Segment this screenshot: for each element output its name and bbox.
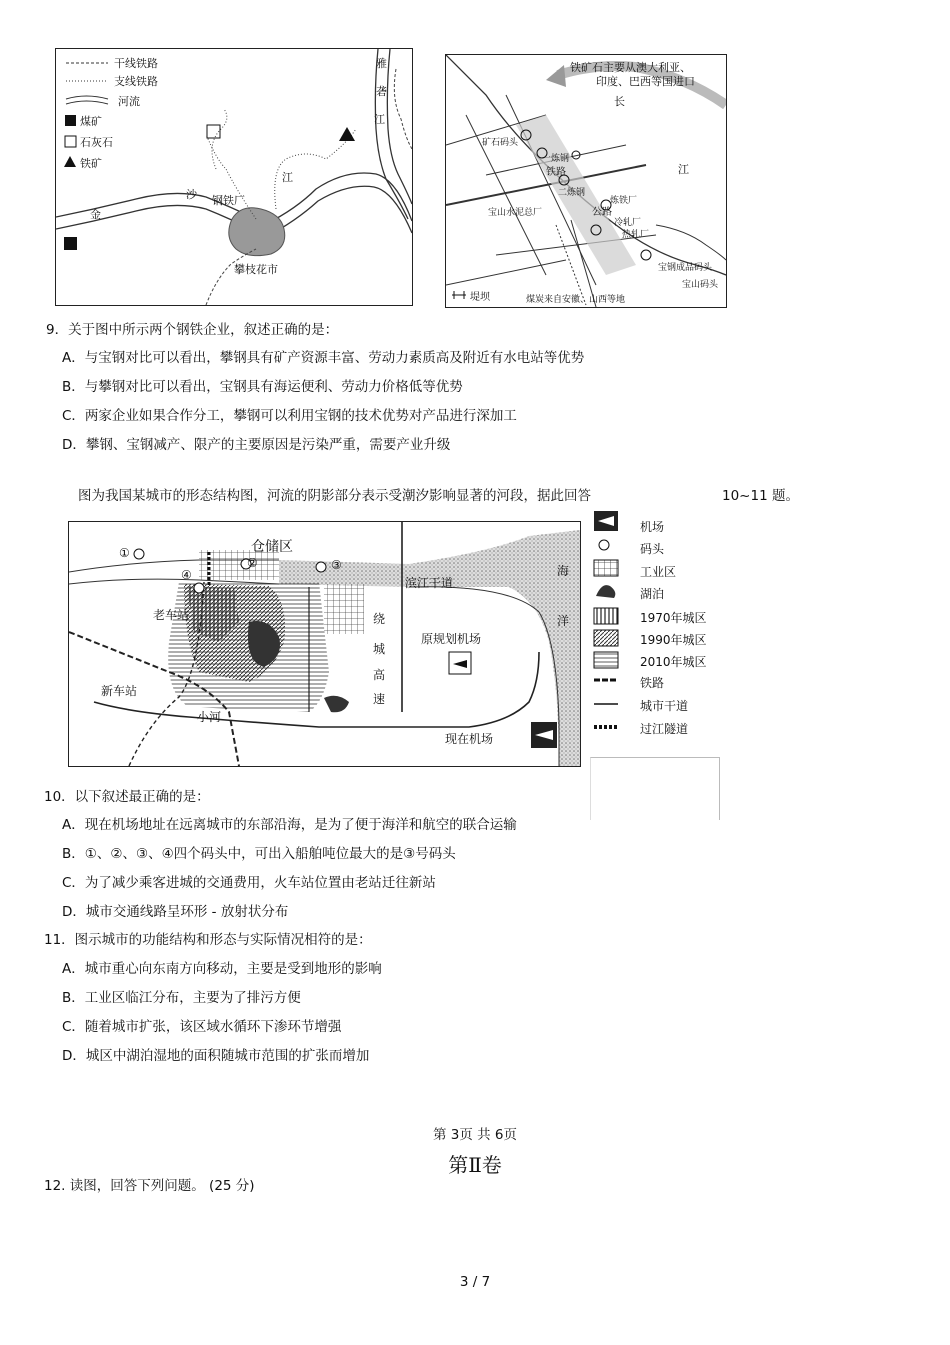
label-sha: 沙 xyxy=(186,188,197,201)
q10-option-c: C．为了减少乘客进城的交通费用，火车站位置由老站迁往新站 xyxy=(62,875,436,891)
q9-option-d: D．攀钢、宝钢减产、限产的主要原因是污染严重，需要产业升级 xyxy=(62,437,451,453)
baosteel-note-1: 铁矿石主要从澳大利亚、 xyxy=(570,61,691,74)
legend-symbols xyxy=(592,508,632,738)
q11-option-a: A．城市重心向东南方向移动，主要是受到地形的影响 xyxy=(62,961,382,977)
q11-stem: 11．图示城市的功能结构和形态与实际情况相符的是： xyxy=(44,932,372,948)
plant-steel-1: 一炼钢 xyxy=(542,154,570,164)
label-current-airport: 现在机场 xyxy=(445,732,494,746)
q10-stem: 10．以下叙述最正确的是： xyxy=(44,789,210,805)
page-number: 3 / 7 xyxy=(459,1274,491,1290)
label-jiang-baosteel: 江 xyxy=(678,163,689,176)
q12-stem: 12. 读图，回答下列问题。 (25 分) xyxy=(44,1178,255,1194)
q9-option-a: A．与宝钢对比可以看出，攀钢具有矿产资源丰富、劳动力素质高及附近有水电站等优势 xyxy=(62,350,585,366)
label-jin: 金 xyxy=(90,208,101,221)
plant-product-dock: 宝钢成品码头 xyxy=(658,263,713,273)
label-chang: 长 xyxy=(614,95,625,108)
map-panzhihua xyxy=(55,48,413,306)
plant-hot-rolling: 热轧厂 xyxy=(622,230,650,240)
label-city: 攀枝花市 xyxy=(234,263,278,276)
legend-arterial: 城市干道 xyxy=(640,699,689,713)
legend-2010: 2010年城区 xyxy=(640,655,707,669)
label-coal-source: 煤炭来自安徽、山西等地 xyxy=(526,295,626,305)
legend-frame-line xyxy=(590,757,720,820)
label-ya: 雅 xyxy=(376,57,387,70)
q9-stem: 9．关于图中所示两个钢铁企业，叙述正确的是： xyxy=(46,322,339,338)
label-sea-1: 海 xyxy=(557,564,570,578)
plant-steel-2: 二炼钢 xyxy=(558,188,586,198)
label-railway: 铁路 xyxy=(546,167,566,178)
legend-railway: 铁路 xyxy=(640,676,665,690)
legend-river: 河流 xyxy=(118,95,140,108)
intro-range: 10~11 题。 xyxy=(722,488,799,504)
dock-3: ③ xyxy=(331,558,342,572)
q10-option-b: B．①、②、③、④四个码头中，可出入船舶吨位最大的是③号码头 xyxy=(62,846,456,862)
plant-baoshan-dock: 宝山码头 xyxy=(682,280,719,290)
legend-coal: 煤矿 xyxy=(80,115,102,128)
label-steel-plant: 钢铁厂 xyxy=(212,194,245,207)
map-city-graphics xyxy=(69,522,580,766)
legend-lake: 湖泊 xyxy=(640,587,665,601)
ring-road-2: 城 xyxy=(373,642,386,656)
map-baosteel xyxy=(445,54,727,308)
page-footer: 第 3页 共 6页 xyxy=(432,1127,518,1143)
plant-ore-dock: 矿石码头 xyxy=(482,138,519,148)
label-small-river: 小河 xyxy=(197,710,222,724)
q11-option-c: C．随着城市扩张，该区域水循环下渗环节增强 xyxy=(62,1019,342,1035)
ring-road-4: 速 xyxy=(373,692,386,706)
label-sea-2: 洋 xyxy=(557,614,570,628)
plant-cement: 宝山水泥总厂 xyxy=(488,208,543,218)
section-title: 第Ⅱ卷 xyxy=(448,1153,502,1177)
legend-airport: 机场 xyxy=(640,520,665,534)
map-city xyxy=(68,521,581,767)
legend-dock: 码头 xyxy=(640,542,665,556)
q9-option-c: C．两家企业如果合作分工，攀钢可以利用宝钢的技术优势对产品进行深加工 xyxy=(62,408,517,424)
legend-branch-rail: 支线铁路 xyxy=(114,75,158,88)
legend-dike: 堤坝 xyxy=(470,292,490,303)
plant-iron: 炼铁厂 xyxy=(610,196,638,206)
q10-option-a: A．现在机场地址在远离城市的东部沿海，是为了便于海洋和航空的联合运输 xyxy=(62,817,517,833)
map-city-legend xyxy=(592,508,722,758)
dock-1: ① xyxy=(119,546,130,560)
ring-road-1: 绕 xyxy=(373,612,386,626)
label-planned-airport: 原规划机场 xyxy=(421,632,482,646)
q9-option-b: B．与攀钢对比可以看出，宝钢具有海运便利、劳动力价格低等优势 xyxy=(62,379,463,395)
q11-option-d: D．城区中湖泊湿地的面积随城市范围的扩张而增加 xyxy=(62,1048,370,1064)
ring-road-3: 高 xyxy=(373,668,386,682)
label-jiang-v: 江 xyxy=(374,113,385,126)
q10-option-d: D．城市交通线路呈环形 - 放射状分布 xyxy=(62,904,289,920)
plant-cold-rolling: 冷轧厂 xyxy=(614,218,642,228)
legend-industrial: 工业区 xyxy=(640,565,677,579)
dock-4: ④ xyxy=(181,568,192,582)
label-new-station: 新车站 xyxy=(101,684,138,698)
legend-main-rail: 干线铁路 xyxy=(114,57,158,70)
legend-iron: 铁矿 xyxy=(80,157,102,170)
legend-1970: 1970年城区 xyxy=(640,611,707,625)
legend-limestone: 石灰石 xyxy=(80,136,113,149)
baosteel-note-2: 印度、巴西等国进口 xyxy=(596,75,695,88)
label-long: 砻 xyxy=(376,85,387,98)
label-river-road: 滨江干道 xyxy=(405,576,454,590)
intro-text: 图为我国某城市的形态结构图，河流的阴影部分表示受潮汐影响显著的河段，据此回答 xyxy=(78,488,591,504)
label-storage: 仓储区 xyxy=(251,539,293,555)
q11-option-b: B．工业区临江分布，主要为了排污方便 xyxy=(62,990,301,1006)
label-jiang-h: 江 xyxy=(282,171,293,184)
legend-1990: 1990年城区 xyxy=(640,633,707,647)
legend-tunnel: 过江隧道 xyxy=(640,722,689,736)
label-highway: 公路 xyxy=(592,207,612,218)
label-old-station: 老车站 xyxy=(153,608,190,622)
dock-2: ② xyxy=(247,556,258,570)
